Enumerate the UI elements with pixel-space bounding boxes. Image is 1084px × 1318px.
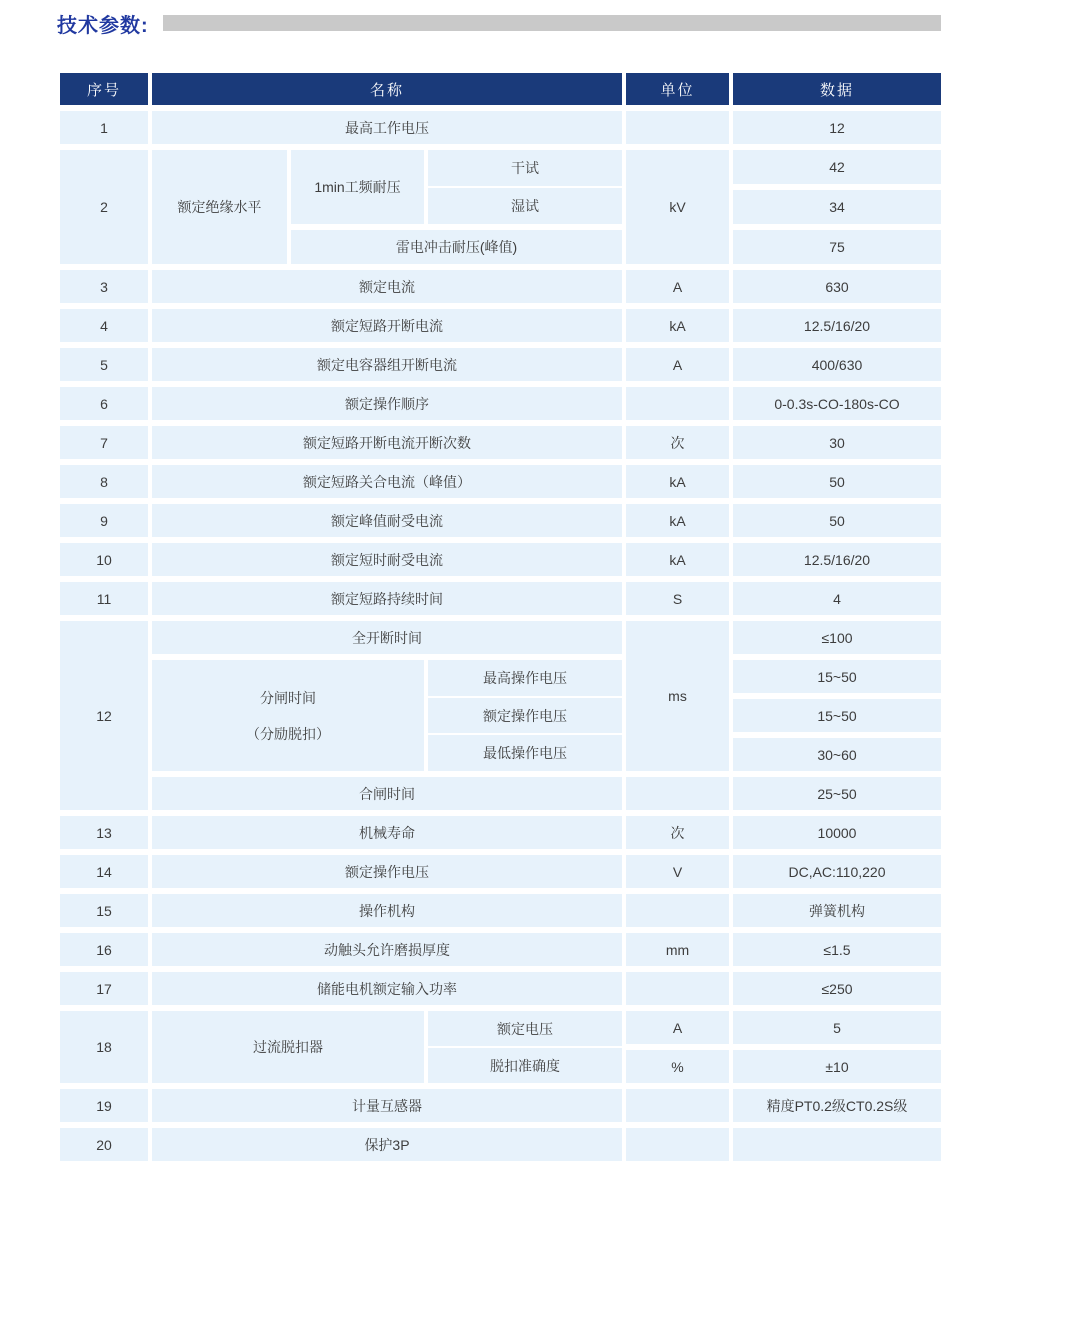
cell-total-breaking-time: 全开断时间 — [152, 621, 622, 654]
section-title: 技术参数: — [57, 14, 149, 37]
table-row-10 — [60, 543, 941, 576]
cell-data: 15~50 — [733, 699, 941, 732]
cell-data: ≤250 — [733, 972, 941, 1005]
table-row-2 — [60, 150, 941, 264]
cell-data: 4 — [733, 582, 941, 615]
table-row-19 — [60, 1089, 941, 1122]
cell-unit: kA — [626, 465, 729, 498]
cell-unit — [626, 387, 729, 420]
section-title-row — [57, 11, 941, 35]
table-row-16 — [60, 933, 941, 966]
cell-unit: A — [626, 270, 729, 303]
cell-no: 20 — [60, 1128, 148, 1161]
cell-data: 12 — [733, 111, 941, 144]
cell-rated-voltage: 额定电压 — [428, 1011, 622, 1046]
table-row-9 — [60, 504, 941, 537]
cell-data: ≤1.5 — [733, 933, 941, 966]
cell-unit-group — [626, 621, 729, 810]
cell-name: 额定电容器组开断电流 — [152, 348, 622, 381]
cell-no: 9 — [60, 504, 148, 537]
cell-no: 13 — [60, 816, 148, 849]
cell-no: 4 — [60, 309, 148, 342]
cell-data: 10000 — [733, 816, 941, 849]
cell-name: 储能电机额定输入功率 — [152, 972, 622, 1005]
cell-unit: S — [626, 582, 729, 615]
cell-power-freq: 1min工频耐压 — [291, 150, 424, 224]
table-row-12 — [60, 621, 941, 810]
cell-unit — [626, 972, 729, 1005]
cell-unit-group — [626, 1011, 729, 1083]
table-row-6 — [60, 387, 941, 420]
header-name: 名称 — [152, 73, 622, 105]
cell-insulation-level: 额定绝缘水平 — [152, 150, 287, 264]
cell-data: 精度PT0.2级CT0.2S级 — [733, 1089, 941, 1122]
table-row-18 — [60, 1011, 941, 1083]
cell-unit — [626, 1128, 729, 1161]
cell-no: 8 — [60, 465, 148, 498]
cell-no: 10 — [60, 543, 148, 576]
cell-no: 14 — [60, 855, 148, 888]
cell-name: 额定短路开断电流 — [152, 309, 622, 342]
table-row-17 — [60, 972, 941, 1005]
cell-data: 15~50 — [733, 660, 941, 693]
cell-name: 额定电流 — [152, 270, 622, 303]
cell-unit: ms — [626, 621, 729, 771]
cell-no: 16 — [60, 933, 148, 966]
table-row-8 — [60, 465, 941, 498]
cell-data-group — [733, 621, 941, 810]
cell-unit: % — [626, 1050, 729, 1083]
cell-no: 5 — [60, 348, 148, 381]
cell-data: ±10 — [733, 1050, 941, 1083]
cell-lightning-impulse: 雷电冲击耐压(峰值) — [291, 230, 622, 264]
cell-data: 30 — [733, 426, 941, 459]
cell-no: 19 — [60, 1089, 148, 1122]
table-row-15 — [60, 894, 941, 927]
insulation-sub-block — [291, 150, 622, 264]
cell-name: 机械寿命 — [152, 816, 622, 849]
cell-unit: 次 — [626, 816, 729, 849]
cell-name-group — [152, 621, 622, 810]
cell-data: 630 — [733, 270, 941, 303]
cell-unit: mm — [626, 933, 729, 966]
cell-data: 0-0.3s-CO-180s-CO — [733, 387, 941, 420]
cell-unit — [626, 777, 729, 810]
cell-rated-op-voltage: 额定操作电压 — [428, 698, 622, 734]
cell-data: 50 — [733, 465, 941, 498]
cell-no: 3 — [60, 270, 148, 303]
cell-no: 7 — [60, 426, 148, 459]
header-data: 数据 — [733, 73, 941, 105]
cell-wet-test: 湿试 — [428, 188, 622, 224]
cell-name: 额定短路开断电流开断次数 — [152, 426, 622, 459]
cell-no: 15 — [60, 894, 148, 927]
cell-unit: 次 — [626, 426, 729, 459]
table-row-5 — [60, 348, 941, 381]
cell-name: 额定操作顺序 — [152, 387, 622, 420]
table-row-13 — [60, 816, 941, 849]
header-no: 序号 — [60, 73, 148, 105]
cell-unit: kV — [626, 150, 729, 264]
cell-data: 12.5/16/20 — [733, 309, 941, 342]
cell-name: 计量互感器 — [152, 1089, 622, 1122]
cell-name: 额定操作电压 — [152, 855, 622, 888]
table-row-20 — [60, 1128, 941, 1161]
cell-no: 12 — [60, 621, 148, 810]
table-row-4 — [60, 309, 941, 342]
table-row-3 — [60, 270, 941, 303]
cell-data: 42 — [733, 150, 941, 184]
cell-no: 6 — [60, 387, 148, 420]
tech-params-table — [60, 73, 941, 1161]
cell-data: 30~60 — [733, 738, 941, 771]
table-header-row — [60, 73, 941, 105]
cell-trip-accuracy: 脱扣准确度 — [428, 1048, 622, 1083]
cell-name-group — [152, 1011, 622, 1083]
cell-data: 75 — [733, 230, 941, 264]
cell-unit: A — [626, 1011, 729, 1044]
cell-opening-time — [152, 660, 424, 771]
cell-no: 18 — [60, 1011, 148, 1083]
cell-name: 额定短路持续时间 — [152, 582, 622, 615]
title-decor-bar — [163, 15, 941, 31]
cell-unit: A — [626, 348, 729, 381]
cell-unit — [626, 894, 729, 927]
table-row-7 — [60, 426, 941, 459]
table-row-11 — [60, 582, 941, 615]
cell-data: 12.5/16/20 — [733, 543, 941, 576]
cell-data-group — [733, 1011, 941, 1083]
cell-data: 5 — [733, 1011, 941, 1044]
cell-name: 最高工作电压 — [152, 111, 622, 144]
cell-data: 25~50 — [733, 777, 941, 810]
cell-unit: kA — [626, 543, 729, 576]
cell-unit: V — [626, 855, 729, 888]
cell-unit: kA — [626, 309, 729, 342]
header-unit: 单位 — [626, 73, 729, 105]
cell-name: 额定峰值耐受电流 — [152, 504, 622, 537]
cell-name: 保护3P — [152, 1128, 622, 1161]
cell-data: 弹簧机构 — [733, 894, 941, 927]
cell-max-op-voltage: 最高操作电压 — [428, 660, 622, 696]
cell-name: 额定短路关合电流（峰值） — [152, 465, 622, 498]
cell-no: 11 — [60, 582, 148, 615]
cell-min-op-voltage: 最低操作电压 — [428, 735, 622, 771]
cell-dry-test: 干试 — [428, 150, 622, 186]
cell-name: 操作机构 — [152, 894, 622, 927]
cell-unit — [626, 1089, 729, 1122]
cell-data: DC,AC:110,220 — [733, 855, 941, 888]
cell-unit — [626, 111, 729, 144]
table-row-1 — [60, 111, 941, 144]
opening-time-line1: 分闸时间 — [260, 689, 316, 706]
cell-name: 额定短时耐受电流 — [152, 543, 622, 576]
cell-data: 400/630 — [733, 348, 941, 381]
cell-data: 50 — [733, 504, 941, 537]
cell-data — [733, 1128, 941, 1161]
cell-name: 动触头允许磨损厚度 — [152, 933, 622, 966]
cell-closing-time: 合闸时间 — [152, 777, 622, 810]
cell-unit: kA — [626, 504, 729, 537]
opening-time-line2: （分励脱扣） — [246, 725, 330, 742]
table-row-14 — [60, 855, 941, 888]
cell-overcurrent-release: 过流脱扣器 — [152, 1011, 424, 1083]
cell-name-group — [152, 150, 622, 264]
cell-data-group — [733, 150, 941, 264]
cell-no: 1 — [60, 111, 148, 144]
cell-no: 2 — [60, 150, 148, 264]
cell-data: 34 — [733, 190, 941, 224]
cell-data: ≤100 — [733, 621, 941, 654]
cell-no: 17 — [60, 972, 148, 1005]
